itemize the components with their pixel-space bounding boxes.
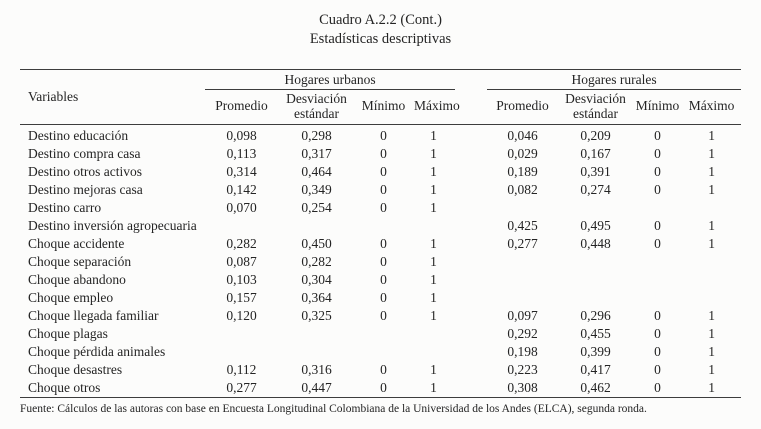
value-cell: 0,098 <box>226 128 257 143</box>
value-cell <box>682 289 741 307</box>
value-cell: 1 <box>430 164 437 179</box>
gap-cell <box>455 235 487 253</box>
value-cell: 1 <box>430 308 437 323</box>
table-row <box>20 199 741 217</box>
variable-cell: Destino compra casa <box>28 146 141 161</box>
urban-maximo-header: Máximo <box>412 90 455 125</box>
value-cell <box>633 271 682 289</box>
urban-group-header: Hogares urbanos <box>205 70 455 90</box>
table-row <box>20 343 741 361</box>
value-cell <box>278 325 355 343</box>
value-cell: 1 <box>708 182 715 197</box>
value-cell: 0 <box>654 164 661 179</box>
value-cell: 0,399 <box>580 344 611 359</box>
value-cell <box>355 217 412 235</box>
value-cell: 0,282 <box>226 236 257 251</box>
table-row <box>20 145 741 163</box>
value-cell: 0 <box>654 326 661 341</box>
gap-cell <box>455 163 487 181</box>
rural-group-header: Hogares rurales <box>487 70 741 90</box>
value-cell: 1 <box>430 380 437 395</box>
variable-cell: Destino otros activos <box>28 164 142 179</box>
gap-cell <box>455 289 487 307</box>
value-cell: 0,277 <box>507 236 538 251</box>
value-cell: 0,112 <box>226 362 257 377</box>
value-cell <box>355 343 412 361</box>
value-cell: 0,417 <box>580 362 611 377</box>
value-cell: 0 <box>654 236 661 251</box>
value-cell <box>682 253 741 271</box>
value-cell: 0,316 <box>301 362 332 377</box>
value-cell: 0 <box>380 380 387 395</box>
variable-cell: Choque otros <box>28 380 101 395</box>
value-cell: 0,103 <box>226 272 257 287</box>
table-title-block <box>0 0 761 48</box>
table-row <box>20 253 741 271</box>
value-cell: 0 <box>654 146 661 161</box>
value-cell: 0,046 <box>507 128 538 143</box>
gap-cell <box>455 217 487 235</box>
gap-cell <box>455 307 487 325</box>
value-cell: 0,325 <box>301 308 332 323</box>
value-cell: 0 <box>380 128 387 143</box>
variable-cell: Destino inversión agropecuaria <box>28 218 197 233</box>
value-cell: 0,113 <box>226 146 257 161</box>
gap-cell <box>455 343 487 361</box>
table-row <box>20 217 741 235</box>
value-cell: 0,189 <box>507 164 538 179</box>
value-cell: 1 <box>708 236 715 251</box>
value-cell: 0,097 <box>507 308 538 323</box>
value-cell: 0,364 <box>301 290 332 305</box>
value-cell: 1 <box>430 128 437 143</box>
value-cell: 0 <box>380 146 387 161</box>
value-cell <box>412 343 455 361</box>
table-row <box>20 235 741 253</box>
table-row <box>20 289 741 307</box>
value-cell: 0 <box>654 344 661 359</box>
value-cell <box>682 271 741 289</box>
value-cell: 0,087 <box>226 254 257 269</box>
gap-cell <box>455 125 487 146</box>
value-cell <box>205 217 278 235</box>
descriptive-statistics-table <box>20 69 741 398</box>
value-cell: 1 <box>430 200 437 215</box>
urban-minimo-header: Mínimo <box>355 90 412 125</box>
value-cell: 1 <box>708 326 715 341</box>
rural-maximo-header: Máximo <box>682 90 741 125</box>
value-cell: 0 <box>380 362 387 377</box>
value-cell <box>558 271 633 289</box>
value-cell: 0,142 <box>226 182 257 197</box>
value-cell: 1 <box>708 218 715 233</box>
value-cell: 0 <box>380 200 387 215</box>
gap-cell <box>455 325 487 343</box>
value-cell: 1 <box>430 272 437 287</box>
table-row <box>20 163 741 181</box>
value-cell: 0 <box>654 182 661 197</box>
value-cell <box>558 253 633 271</box>
variable-cell: Choque empleo <box>28 290 114 305</box>
value-cell: 0 <box>380 164 387 179</box>
value-cell: 0,447 <box>301 380 332 395</box>
value-cell: 0 <box>654 128 661 143</box>
value-cell: 1 <box>708 146 715 161</box>
value-cell: 0,082 <box>507 182 538 197</box>
value-cell <box>205 325 278 343</box>
value-cell: 0 <box>654 308 661 323</box>
urban-promedio-header: Promedio <box>205 90 278 125</box>
variables-column-header: Variables <box>20 70 205 125</box>
gap-cell <box>455 271 487 289</box>
table-body <box>20 125 741 398</box>
gap-cell <box>455 253 487 271</box>
value-cell <box>633 199 682 217</box>
value-cell: 0,296 <box>580 308 611 323</box>
value-cell: 0,450 <box>301 236 332 251</box>
value-cell: 0,157 <box>226 290 257 305</box>
rural-desviacion-header: Desviación estándar <box>558 90 633 125</box>
value-cell: 0,277 <box>226 380 257 395</box>
variable-cell: Choque llegada familiar <box>28 308 159 323</box>
value-cell: 1 <box>708 344 715 359</box>
variable-cell: Choque accidente <box>28 236 125 251</box>
gap-cell <box>455 199 487 217</box>
value-cell: 1 <box>430 182 437 197</box>
value-cell: 0 <box>380 182 387 197</box>
value-cell <box>412 325 455 343</box>
value-cell: 1 <box>708 308 715 323</box>
gap-cell <box>455 361 487 379</box>
value-cell: 0 <box>380 272 387 287</box>
variable-cell: Choque separación <box>28 254 132 269</box>
value-cell: 0 <box>380 290 387 305</box>
value-cell: 1 <box>708 380 715 395</box>
value-cell: 0,029 <box>507 146 538 161</box>
value-cell: 0 <box>380 308 387 323</box>
column-gap <box>455 70 487 90</box>
value-cell: 0 <box>654 218 661 233</box>
value-cell: 1 <box>430 290 437 305</box>
value-cell <box>487 253 558 271</box>
value-cell: 1 <box>708 362 715 377</box>
variable-cell: Choque plagas <box>28 326 108 341</box>
value-cell: 0,274 <box>580 182 611 197</box>
gap-cell <box>455 379 487 398</box>
value-cell: 0,314 <box>226 164 257 179</box>
table-row <box>20 125 741 146</box>
table-caption: Cuadro A.2.2 (Cont.) <box>319 12 442 28</box>
value-cell <box>412 217 455 235</box>
value-cell <box>633 253 682 271</box>
value-cell <box>558 289 633 307</box>
value-cell <box>558 199 633 217</box>
value-cell <box>355 325 412 343</box>
table-row <box>20 325 741 343</box>
variable-cell: Destino carro <box>28 200 102 215</box>
value-cell: 0,317 <box>301 146 332 161</box>
variable-cell: Destino educación <box>28 128 129 143</box>
value-cell: 0,070 <box>226 200 257 215</box>
value-cell <box>682 199 741 217</box>
value-cell: 0,198 <box>507 344 538 359</box>
value-cell: 0,495 <box>580 218 611 233</box>
value-cell: 0,391 <box>580 164 611 179</box>
source-footnote: Fuente: Cálculos de las autoras con base en Encuesta Longitudinal Colombiana de la Universidad de los Andes (ELCA), segunda ronda. <box>20 403 647 415</box>
value-cell <box>278 217 355 235</box>
variable-cell: Choque desastres <box>28 362 123 377</box>
value-cell: 0,448 <box>580 236 611 251</box>
table-row <box>20 181 741 199</box>
table-header <box>20 70 741 125</box>
value-cell: 0,308 <box>507 380 538 395</box>
value-cell: 0,455 <box>580 326 611 341</box>
value-cell: 0,462 <box>580 380 611 395</box>
value-cell: 0,120 <box>226 308 257 323</box>
rural-promedio-header: Promedio <box>487 90 558 125</box>
table-row <box>20 307 741 325</box>
value-cell: 1 <box>430 362 437 377</box>
value-cell: 1 <box>708 128 715 143</box>
table-row <box>20 379 741 398</box>
value-cell: 0,349 <box>301 182 332 197</box>
table-subtitle: Estadísticas descriptivas <box>309 30 452 47</box>
value-cell: 1 <box>708 164 715 179</box>
value-cell: 0,209 <box>580 128 611 143</box>
value-cell: 0 <box>380 236 387 251</box>
value-cell: 0,425 <box>507 218 538 233</box>
value-cell: 0,298 <box>301 128 332 143</box>
value-cell <box>487 271 558 289</box>
variable-cell: Choque pérdida animales <box>28 344 166 359</box>
value-cell <box>278 343 355 361</box>
value-cell <box>487 289 558 307</box>
value-cell: 0,292 <box>507 326 538 341</box>
value-cell: 0 <box>380 254 387 269</box>
value-cell: 1 <box>430 236 437 251</box>
value-cell: 0,464 <box>301 164 332 179</box>
variable-cell: Choque abandono <box>28 272 126 287</box>
value-cell: 0,167 <box>580 146 611 161</box>
value-cell <box>633 289 682 307</box>
value-cell: 0,304 <box>301 272 332 287</box>
value-cell: 0,223 <box>507 362 538 377</box>
urban-desviacion-header: Desviación estándar <box>278 90 355 125</box>
variable-cell: Destino mejoras casa <box>28 182 143 197</box>
value-cell: 1 <box>430 146 437 161</box>
value-cell: 0 <box>654 362 661 377</box>
table-row <box>20 271 741 289</box>
value-cell: 0,254 <box>301 200 332 215</box>
value-cell <box>205 343 278 361</box>
table-row <box>20 361 741 379</box>
gap-cell <box>455 145 487 163</box>
value-cell: 0 <box>654 380 661 395</box>
rural-minimo-header: Mínimo <box>633 90 682 125</box>
value-cell: 0,282 <box>301 254 332 269</box>
gap-cell <box>455 181 487 199</box>
group-header-row <box>20 70 741 90</box>
value-cell <box>487 199 558 217</box>
value-cell: 1 <box>430 254 437 269</box>
